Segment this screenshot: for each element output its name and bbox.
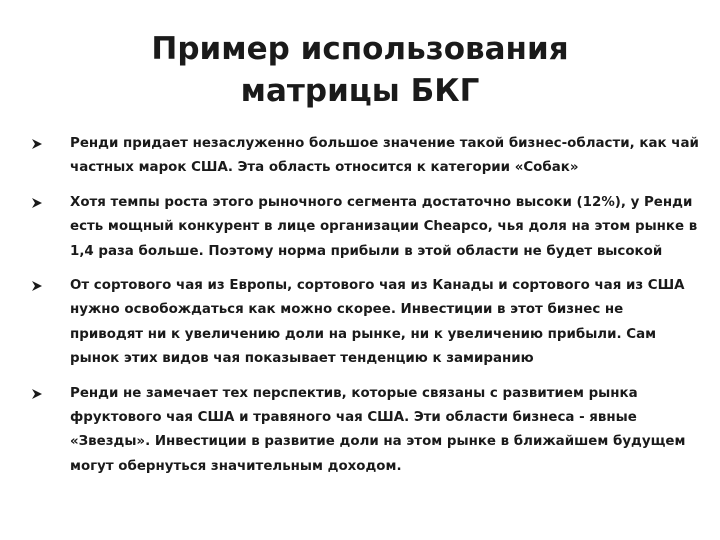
bullet-text: От сортового чая из Европы, сортового чая из Канады и сортового чая из США нужно освобождаться как можно скорее. Инвестиции в этот бизнес не приводят ни к увеличению доли на рынке, ни к увеличению прибыли. Сам рынок этих видов чая показывает тенденцию к замиранию	[70, 278, 685, 367]
bullet-item	[30, 382, 700, 480]
slide-title	[0, 28, 720, 112]
slide-title-line-1: Пример использования	[151, 31, 569, 67]
bullet-text: Ренди не замечает тех перспектив, которые связаны с развитием рынка фруктового чая США и травяного чая США. Эти области бизнеса - явные «Звезды». Инвестиции в развитие доли на этом рынке в ближайшем будущем могут обернуться значительным доходом.	[70, 385, 686, 474]
bullet-item	[30, 191, 700, 264]
bullet-text: Ренди придает незаслуженно большое значение такой бизнес-области, как чай частных марок США. Эта область относится к категории «Собак»	[70, 136, 699, 176]
slide-title-line-2: матрицы БКГ	[240, 73, 480, 109]
arrowhead-bullet-icon	[30, 382, 44, 406]
bullet-item	[30, 274, 700, 372]
bullet-list	[30, 132, 700, 489]
arrowhead-bullet-icon	[30, 274, 44, 298]
bullet-text: Хотя темпы роста этого рыночного сегмента достаточно высоки (12%), у Ренди есть мощный конкурент в лице организации Cheapco, чья доля на этом рынке в 1,4 раза больше. Поэтому норма прибыли в этой области не будет высокой	[70, 194, 698, 259]
bullet-item	[30, 132, 700, 181]
arrowhead-bullet-icon	[30, 191, 44, 215]
arrowhead-bullet-icon	[30, 132, 44, 156]
